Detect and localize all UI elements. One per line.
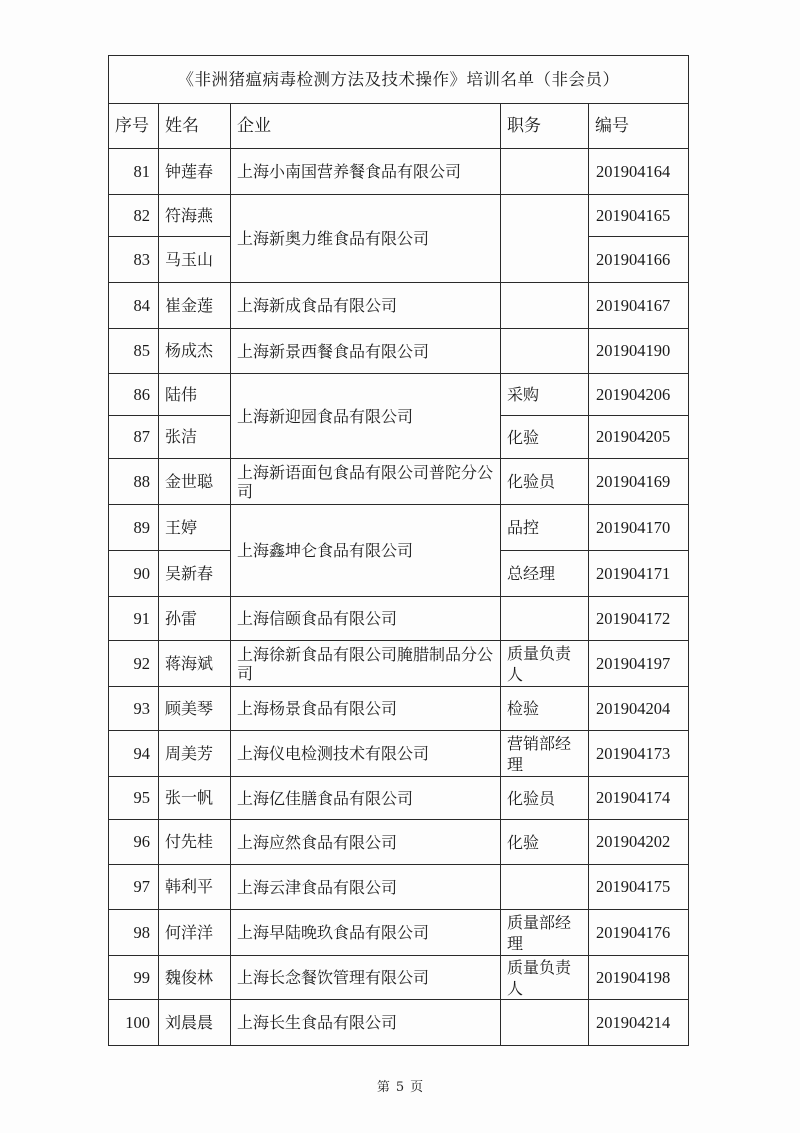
row-seq: 84 bbox=[109, 283, 159, 329]
row-seq: 97 bbox=[109, 865, 159, 910]
row-name: 蒋海斌 bbox=[159, 641, 231, 687]
row-company: 上海徐新食品有限公司腌腊制品分公司 bbox=[231, 641, 501, 687]
footer-prefix: 第 bbox=[376, 1080, 390, 1095]
row-number: 201904202 bbox=[589, 820, 689, 865]
row-seq: 98 bbox=[109, 910, 159, 956]
header-position: 职务 bbox=[501, 104, 589, 149]
table-row bbox=[109, 731, 689, 777]
row-name: 马玉山 bbox=[159, 237, 231, 283]
row-seq: 100 bbox=[109, 1000, 159, 1046]
row-number: 201904190 bbox=[589, 329, 689, 374]
table-row bbox=[109, 329, 689, 374]
row-seq: 91 bbox=[109, 597, 159, 641]
row-position: 品控 bbox=[501, 505, 589, 551]
row-position: 检验 bbox=[501, 687, 589, 731]
table-row bbox=[109, 910, 689, 956]
row-position: 质量负责人 bbox=[501, 641, 589, 687]
row-position: 总经理 bbox=[501, 551, 589, 597]
row-company: 上海早陆晚玖食品有限公司 bbox=[231, 910, 501, 956]
row-number: 201904174 bbox=[589, 777, 689, 820]
training-roster-table bbox=[108, 55, 689, 1046]
row-name: 王婷 bbox=[159, 505, 231, 551]
row-name: 崔金莲 bbox=[159, 283, 231, 329]
row-seq: 86 bbox=[109, 374, 159, 416]
row-number: 201904166 bbox=[589, 237, 689, 283]
table-row bbox=[109, 149, 689, 195]
row-seq: 90 bbox=[109, 551, 159, 597]
row-company: 上海杨景食品有限公司 bbox=[231, 687, 501, 731]
row-company: 上海新语面包食品有限公司普陀分公司 bbox=[231, 459, 501, 505]
row-name: 付先桂 bbox=[159, 820, 231, 865]
row-position bbox=[501, 149, 589, 195]
row-name: 周美芳 bbox=[159, 731, 231, 777]
row-company: 上海新迎园食品有限公司 bbox=[231, 374, 501, 459]
row-position: 采购 bbox=[501, 374, 589, 416]
row-seq: 96 bbox=[109, 820, 159, 865]
row-company: 上海仪电检测技术有限公司 bbox=[231, 731, 501, 777]
row-company: 上海小南国营养餐食品有限公司 bbox=[231, 149, 501, 195]
table-row bbox=[109, 865, 689, 910]
row-company: 上海新成食品有限公司 bbox=[231, 283, 501, 329]
row-position: 营销部经理 bbox=[501, 731, 589, 777]
row-name: 刘晨晨 bbox=[159, 1000, 231, 1046]
row-number: 201904206 bbox=[589, 374, 689, 416]
row-number: 201904197 bbox=[589, 641, 689, 687]
row-number: 201904165 bbox=[589, 195, 689, 237]
row-name: 张洁 bbox=[159, 416, 231, 459]
header-seq: 序号 bbox=[109, 104, 159, 149]
row-position: 质量负责人 bbox=[501, 956, 589, 1000]
row-company: 上海长念餐饮管理有限公司 bbox=[231, 956, 501, 1000]
row-number: 201904198 bbox=[589, 956, 689, 1000]
table-row bbox=[109, 505, 689, 551]
row-position: 化验员 bbox=[501, 777, 589, 820]
row-company: 上海信颐食品有限公司 bbox=[231, 597, 501, 641]
header-number: 编号 bbox=[589, 104, 689, 149]
row-seq: 89 bbox=[109, 505, 159, 551]
row-seq: 92 bbox=[109, 641, 159, 687]
row-number: 201904176 bbox=[589, 910, 689, 956]
page-number: 5 bbox=[395, 1080, 405, 1095]
table-row bbox=[109, 283, 689, 329]
row-position: 化验 bbox=[501, 820, 589, 865]
row-number: 201904172 bbox=[589, 597, 689, 641]
row-name: 杨成杰 bbox=[159, 329, 231, 374]
footer-suffix: 页 bbox=[410, 1080, 424, 1095]
row-number: 201904171 bbox=[589, 551, 689, 597]
table-row bbox=[109, 195, 689, 237]
row-number: 201904170 bbox=[589, 505, 689, 551]
row-company: 上海新奥力维食品有限公司 bbox=[231, 195, 501, 283]
row-seq: 94 bbox=[109, 731, 159, 777]
table-row bbox=[109, 374, 689, 416]
table-row bbox=[109, 687, 689, 731]
table-row bbox=[109, 777, 689, 820]
row-seq: 81 bbox=[109, 149, 159, 195]
row-name: 孙雷 bbox=[159, 597, 231, 641]
row-position bbox=[501, 329, 589, 374]
table-row bbox=[109, 1000, 689, 1046]
row-name: 顾美琴 bbox=[159, 687, 231, 731]
row-name: 符海燕 bbox=[159, 195, 231, 237]
table-row bbox=[109, 641, 689, 687]
table-title-row bbox=[109, 56, 689, 104]
row-name: 张一帆 bbox=[159, 777, 231, 820]
row-number: 201904164 bbox=[589, 149, 689, 195]
row-number: 201904214 bbox=[589, 1000, 689, 1046]
row-name: 钟莲春 bbox=[159, 149, 231, 195]
row-name: 金世聪 bbox=[159, 459, 231, 505]
row-seq: 85 bbox=[109, 329, 159, 374]
page-footer bbox=[0, 1076, 800, 1095]
row-position bbox=[501, 597, 589, 641]
row-position bbox=[501, 283, 589, 329]
table-row bbox=[109, 459, 689, 505]
row-name: 魏俊林 bbox=[159, 956, 231, 1000]
row-company: 上海新景西餐食品有限公司 bbox=[231, 329, 501, 374]
table-row bbox=[109, 597, 689, 641]
row-seq: 95 bbox=[109, 777, 159, 820]
row-number: 201904175 bbox=[589, 865, 689, 910]
row-company: 上海鑫坤仑食品有限公司 bbox=[231, 505, 501, 597]
row-number: 201904173 bbox=[589, 731, 689, 777]
row-company: 上海云津食品有限公司 bbox=[231, 865, 501, 910]
row-company: 上海亿佳膳食品有限公司 bbox=[231, 777, 501, 820]
row-name: 吴新春 bbox=[159, 551, 231, 597]
row-name: 陆伟 bbox=[159, 374, 231, 416]
header-company: 企业 bbox=[231, 104, 501, 149]
row-position: 质量部经理 bbox=[501, 910, 589, 956]
table-row bbox=[109, 956, 689, 1000]
row-seq: 83 bbox=[109, 237, 159, 283]
row-position: 化验员 bbox=[501, 459, 589, 505]
table-title: 《非洲猪瘟病毒检测方法及技术操作》培训名单（非会员） bbox=[109, 56, 689, 104]
row-name: 韩利平 bbox=[159, 865, 231, 910]
row-position bbox=[501, 195, 589, 283]
row-seq: 93 bbox=[109, 687, 159, 731]
row-seq: 82 bbox=[109, 195, 159, 237]
table-header-row bbox=[109, 104, 689, 149]
row-number: 201904167 bbox=[589, 283, 689, 329]
row-company: 上海应然食品有限公司 bbox=[231, 820, 501, 865]
row-company: 上海长生食品有限公司 bbox=[231, 1000, 501, 1046]
row-seq: 99 bbox=[109, 956, 159, 1000]
table-row bbox=[109, 820, 689, 865]
row-position bbox=[501, 1000, 589, 1046]
row-number: 201904204 bbox=[589, 687, 689, 731]
row-name: 何洋洋 bbox=[159, 910, 231, 956]
row-position bbox=[501, 865, 589, 910]
header-name: 姓名 bbox=[159, 104, 231, 149]
row-seq: 88 bbox=[109, 459, 159, 505]
row-number: 201904205 bbox=[589, 416, 689, 459]
row-number: 201904169 bbox=[589, 459, 689, 505]
row-position: 化验 bbox=[501, 416, 589, 459]
row-seq: 87 bbox=[109, 416, 159, 459]
